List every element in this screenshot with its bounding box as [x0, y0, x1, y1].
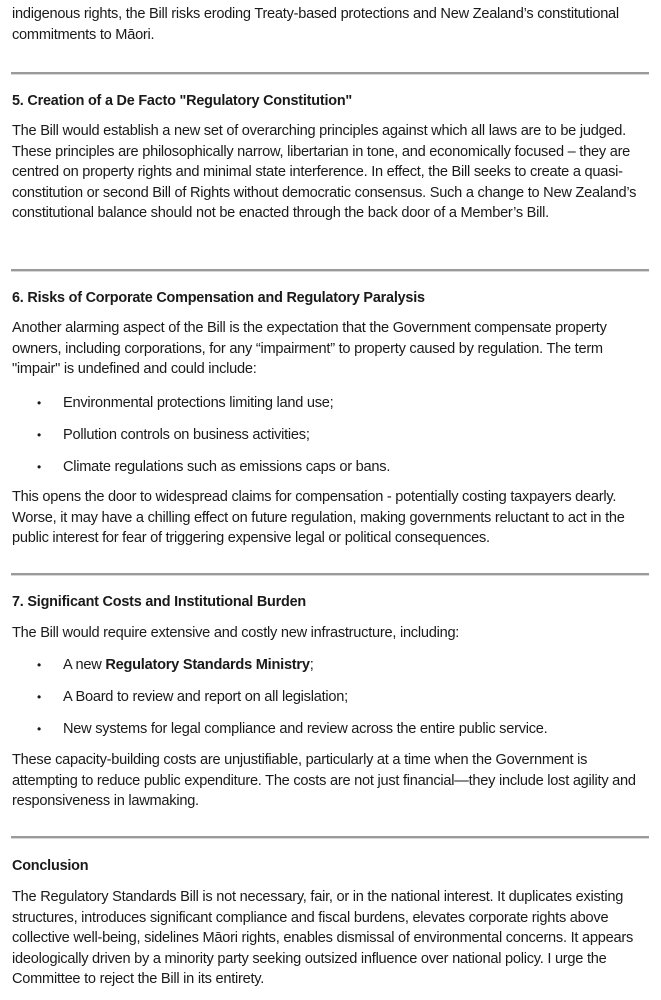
section-divider [11, 573, 649, 576]
bullet-text: New systems for legal compliance and review across the entire public service. [63, 721, 548, 737]
section-7-heading: 7. Significant Costs and Institutional Burden [12, 594, 307, 610]
section-6-paragraph-conclusion: This opens the door to widespread claims for compensation - potentially costing taxpayers dearly. Worse, it may have a chilling effect on future regulation, making governments reluctant to act in the public interest for fear of triggering expensive legal or political consequences. [12, 489, 625, 547]
section-7-paragraph-intro: The Bill would require extensive and costly new infrastructure, including: [12, 625, 460, 641]
bullet-icon: • [37, 428, 41, 442]
bullet-icon: • [37, 690, 41, 704]
section-divider [11, 269, 649, 272]
section-6-heading: 6. Risks of Corporate Compensation and Regulatory Paralysis [12, 290, 425, 306]
bullet-item [37, 425, 647, 445]
section-7-paragraph-conclusion: These capacity-building costs are unjustifiable, particularly at a time when the Government is attempting to reduce public expenditure. The costs are not just financial—they include lost agility and responsiveness in lawmaking. [12, 752, 636, 810]
bullet-item [37, 719, 647, 739]
conclusion-paragraph: The Regulatory Standards Bill is not necessary, fair, or in the national interest. It duplicates existing structures, introduces significant compliance and fiscal burdens, elevates corporate rights above collective well-being, sidelines Māori rights, enables dismissal of environmental concerns. It appears ideologically driven by a minority party seeking outsized influence over national policy. I urge the Committee to reject the Bill in its entirety. [12, 889, 633, 988]
bullet-item [37, 687, 647, 707]
intro-paragraph: indigenous rights, the Bill risks eroding Treaty-based protections and New Zealand’s constitutional commitments to Māori. [12, 6, 619, 43]
bold-term: Regulatory Standards Ministry [105, 657, 310, 673]
bullet-icon: • [37, 460, 41, 474]
bullet-text: Climate regulations such as emissions caps or bans. [63, 459, 391, 475]
section-divider [11, 72, 649, 75]
section-5-paragraph: The Bill would establish a new set of overarching principles against which all laws are to be judged. These principles are philosophically narrow, libertarian in tone, and economically focused – they are centred on property rights and minimal state interference. In effect, the Bill seeks to create a quasi-constitution or second Bill of Rights without democratic consensus. Such a change to New Zealand’s constitutional balance should not be enacted through the back door of a Member’s Bill. [12, 123, 637, 222]
bullet-icon: • [37, 658, 41, 672]
section-divider [11, 836, 649, 839]
bullet-text: A new Regulatory Standards Ministry; [63, 657, 314, 673]
bullet-icon: • [37, 396, 41, 410]
bullet-item [37, 655, 647, 675]
bullet-text: Pollution controls on business activities; [63, 427, 310, 443]
bullet-text: A Board to review and report on all legislation; [63, 689, 348, 705]
section-5-heading: 5. Creation of a De Facto "Regulatory Constitution" [12, 93, 353, 109]
bullet-text: Environmental protections limiting land use; [63, 395, 334, 411]
bullet-item [37, 457, 647, 477]
bullet-item [37, 393, 647, 413]
conclusion-heading: Conclusion [12, 858, 89, 874]
bullet-icon: • [37, 722, 41, 736]
section-6-paragraph-intro: Another alarming aspect of the Bill is the expectation that the Government compensate property owners, including corporations, for any “impairment” to property caused by regulation. The term "impair" is undefined and could include: [12, 320, 607, 378]
